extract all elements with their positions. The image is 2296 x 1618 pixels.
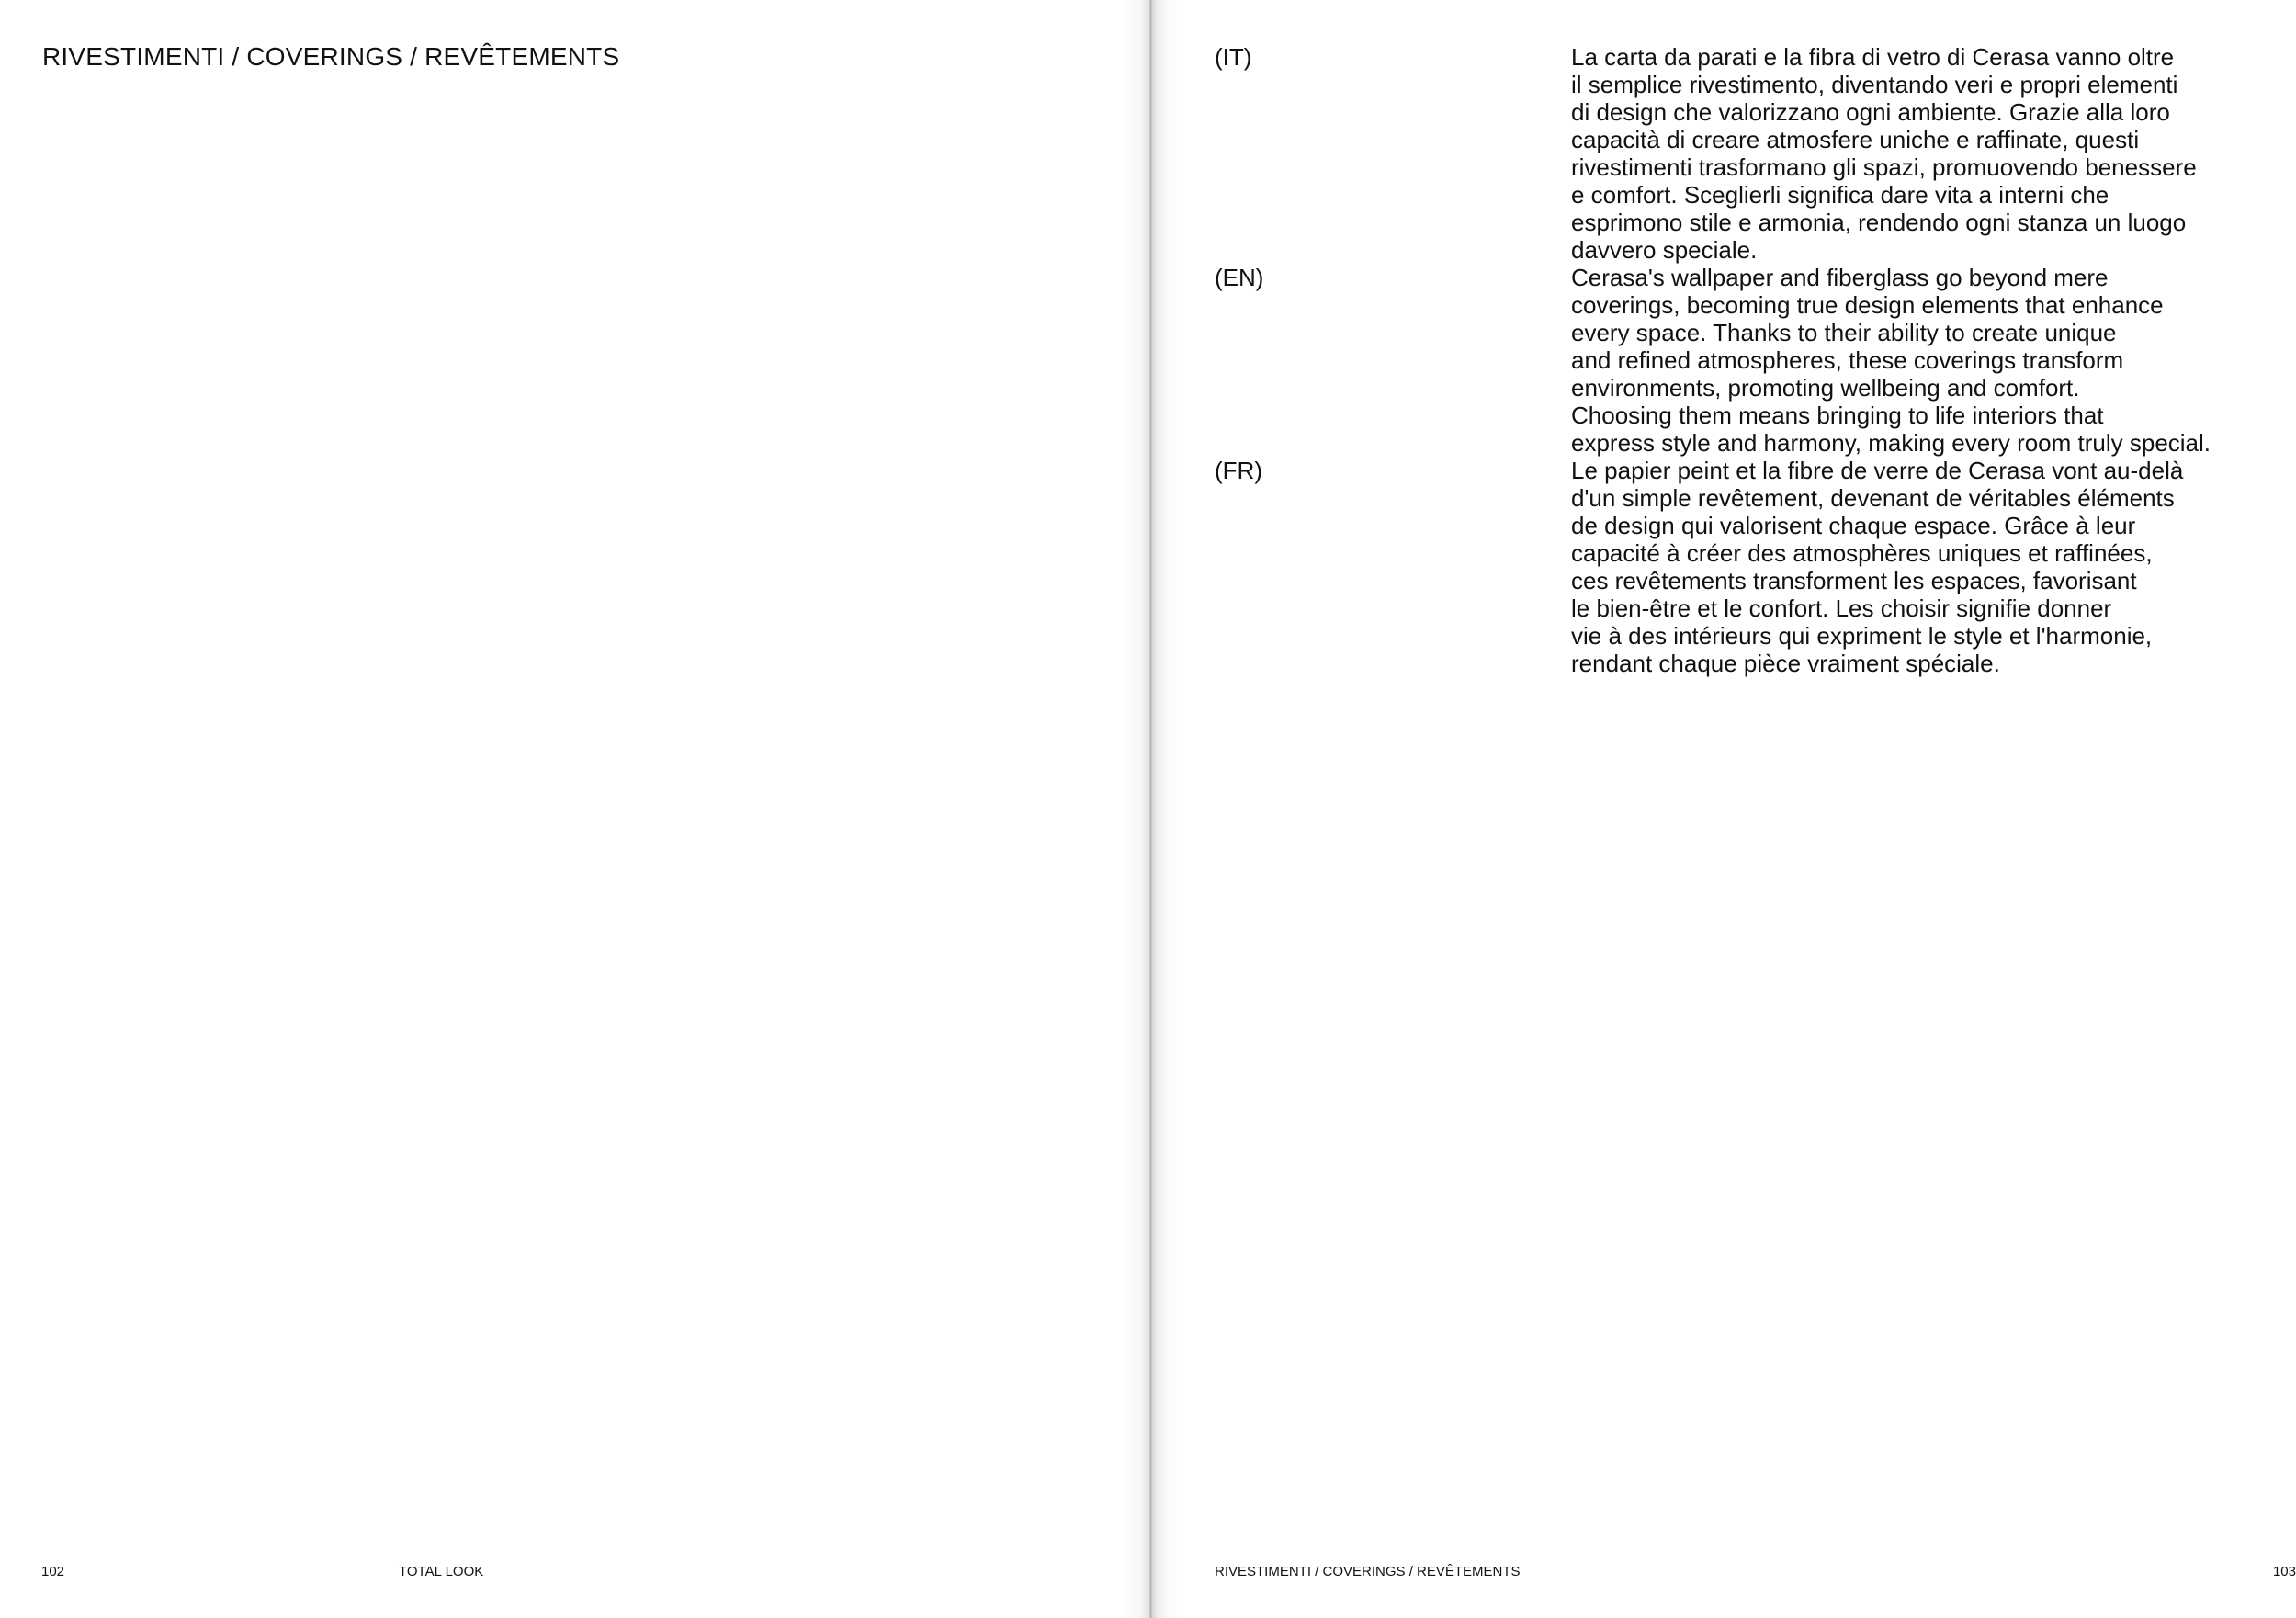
text-line: capacité à créer des atmosphères uniques et raffinées,: [1571, 539, 2153, 567]
body-text-column: [1571, 43, 2269, 677]
text-line: and refined atmospheres, these coverings transform: [1571, 346, 2124, 374]
text-line: vie à des intérieurs qui expriment le style et l'harmonie,: [1571, 622, 2153, 650]
text-line: di design che valorizzano ogni ambiente. Grazie alla loro: [1571, 98, 2170, 126]
text-line: ces revêtements transforment les espaces, favorisant: [1571, 567, 2137, 594]
text-line: d'un simple revêtement, devenant de véritables éléments: [1571, 484, 2175, 512]
text-line: every space. Thanks to their ability to create unique: [1571, 319, 2117, 346]
page-number-left: 102: [41, 1564, 65, 1579]
text-line: esprimono stile e armonia, rendendo ogni stanza un luogo: [1571, 209, 2187, 236]
text-line: davvero speciale.: [1571, 236, 1758, 264]
text-line: express style and harmony, making every room truly special.: [1571, 429, 2211, 457]
text-line: il semplice rivestimento, diventando veri e propri elementi: [1571, 71, 2178, 98]
text-line: rivestimenti trasformano gli spazi, promuovendo benessere: [1571, 153, 2197, 181]
paragraph-en: [1571, 264, 2269, 457]
text-line: Cerasa's wallpaper and fiberglass go beyond mere: [1571, 264, 2109, 291]
language-label-fr: (FR): [1215, 457, 1262, 484]
text-line: rendant chaque pièce vraiment spéciale.: [1571, 650, 2000, 677]
text-line: le bien-être et le confort. Les choisir signifie donner: [1571, 594, 2112, 622]
text-line: coverings, becoming true design elements that enhance: [1571, 291, 2164, 319]
text-line: La carta da parati e la fibra di vetro di Cerasa vanno oltre: [1571, 43, 2175, 71]
paragraph-it: [1571, 43, 2269, 264]
language-label-en: (EN): [1215, 264, 1264, 291]
section-title: RIVESTIMENTI / COVERINGS / REVÊTEMENTS: [42, 42, 620, 71]
text-line: Le papier peint et la fibre de verre de Cerasa vont au-delà: [1571, 457, 2184, 484]
page-number-right: 103: [2272, 1564, 2296, 1579]
text-line: environments, promoting wellbeing and comfort.: [1571, 374, 2080, 402]
running-title-left: TOTAL LOOK: [399, 1564, 484, 1579]
text-line: capacità di creare atmosfere uniche e raffinate, questi: [1571, 126, 2140, 153]
paragraph-fr: [1571, 457, 2269, 677]
text-line: de design qui valorisent chaque espace. Grâce à leur: [1571, 512, 2136, 539]
running-title-right: RIVESTIMENTI / COVERINGS / REVÊTEMENTS: [1215, 1564, 1521, 1579]
language-label-it: (IT): [1215, 43, 1252, 71]
right-page: [1150, 0, 2296, 1618]
text-line: e comfort. Sceglierli significa dare vita a interni che: [1571, 181, 2109, 209]
text-line: Choosing them means bringing to life interiors that: [1571, 402, 2104, 429]
